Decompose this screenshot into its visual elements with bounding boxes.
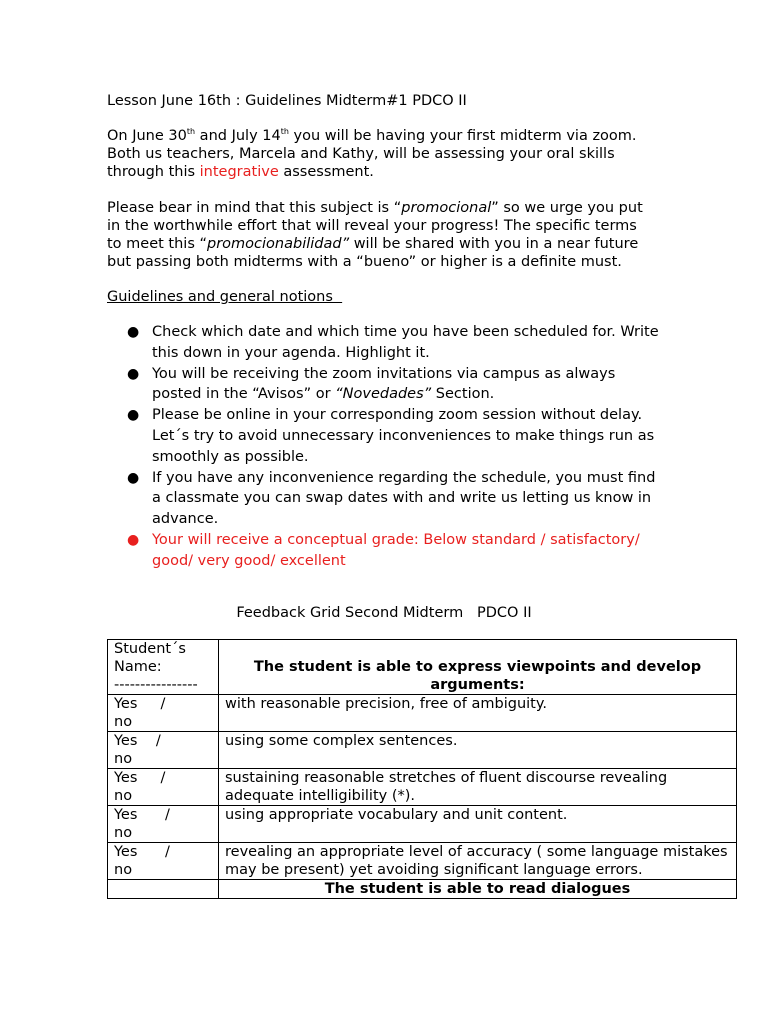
bullet-icon: ● [127, 324, 140, 340]
yes-no-cell: Yes / no [108, 806, 219, 843]
criterion-cell: using some complex sentences. [219, 732, 737, 769]
criterion-cell: sustaining reasonable stretches of fluent discourse revealing adequate intelligibility (*). [219, 769, 737, 806]
list-item: ● If you have any inconvenience regarding the schedule, you must find a classmate you can swap dates with and write us letting us know in advance. [127, 469, 656, 528]
list-item: ● You will be receiving the zoom invitations via campus as always posted in the “Avisos” or “Novedades” Section. [127, 365, 616, 403]
guidelines-heading: Guidelines and general notions [107, 289, 343, 305]
promocional-paragraph: Please bear in mind that this subject is “promocional” so we urge you put in the worthwhile effort that will reveal your progress! The specific terms to meet this “promocionabilidad” will be shared with you in a near future but passing both midterms with a “bueno” or higher is a definite must. [107, 200, 643, 270]
bullet-icon: ● [127, 469, 140, 486]
yes-no-cell: Yes / no [108, 732, 219, 769]
read-dialogues-header: The student is able to read dialogues [219, 880, 737, 899]
table-row [108, 695, 737, 732]
yes-no-cell: Yes / no [108, 695, 219, 732]
table-header-row [108, 640, 737, 695]
list-item: ● Please be online in your corresponding zoom session without delay. Let´s try to avoid unnecessary inconveniences to make things run as smoothly as possible. [127, 407, 655, 465]
criteria-header: The student is able to express viewpoints and develop arguments: [219, 640, 737, 695]
feedback-grid-table [107, 639, 737, 899]
bullet-icon: ● [127, 531, 140, 548]
list-item: ● Check which date and which time you have been scheduled for. Write this down in your agenda. Highlight it. [127, 324, 659, 361]
criterion-cell: using appropriate vocabulary and unit content. [219, 806, 737, 843]
yes-no-cell: Yes / no [108, 769, 219, 806]
table-row [108, 843, 737, 880]
bullet-icon: ● [127, 365, 140, 382]
criterion-cell: revealing an appropriate level of accuracy ( some language mistakes may be present) yet avoiding significant language errors. [219, 843, 737, 880]
feedback-grid-title: Feedback Grid Second Midterm PDCO II [236, 605, 532, 621]
bullet-icon: ● [127, 407, 140, 424]
yes-no-cell: Yes / no [108, 843, 219, 880]
lesson-title: Lesson June 16th : Guidelines Midterm#1 PDCO II [107, 93, 467, 109]
table-footer-row [108, 880, 737, 899]
table-row [108, 769, 737, 806]
guidelines-list [107, 322, 667, 572]
list-item-grade: ● Your will receive a conceptual grade: Below standard / satisfactory/ good/ very good/ excellent [127, 531, 640, 569]
table-row [108, 732, 737, 769]
integrative-highlight: integrative [199, 164, 279, 180]
intro-paragraph: On June 30th and July 14th you will be having your first midterm via zoom. Both us teachers, Marcela and Kathy, will be assessing your oral skills through this integrative assessment. [107, 127, 637, 180]
student-name-cell: Student´s Name: ---------------- [108, 640, 219, 695]
empty-cell [108, 880, 219, 899]
criterion-cell: with reasonable precision, free of ambiguity. [219, 695, 737, 732]
table-row [108, 806, 737, 843]
document-body [107, 92, 659, 572]
